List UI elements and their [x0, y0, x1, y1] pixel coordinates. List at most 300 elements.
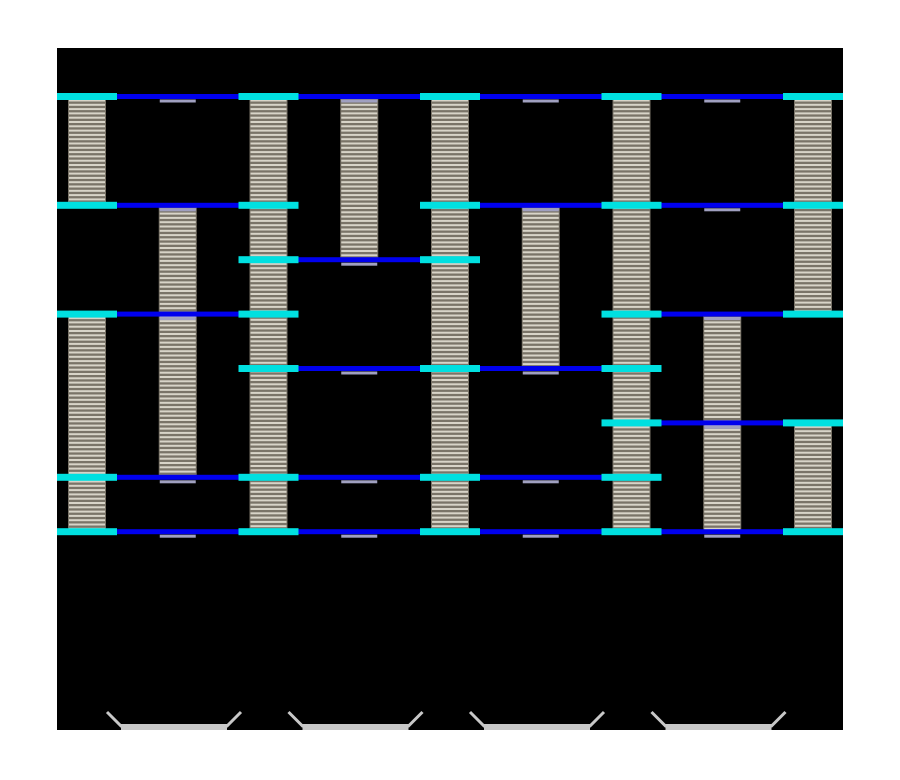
ladder-rung [704, 343, 740, 345]
ladder-rung [69, 186, 105, 188]
ladder-rung [432, 302, 468, 304]
ladder-rung [614, 469, 650, 471]
ladder-rung [251, 491, 287, 493]
ladder-rung [160, 350, 196, 352]
girder-marker [523, 208, 559, 211]
ladder-rung [432, 332, 468, 334]
ladder-rung [523, 273, 559, 275]
ladder-rung [614, 405, 650, 407]
ladder-rung [341, 190, 377, 192]
ladder-rung [251, 431, 287, 433]
ladder-rung [523, 230, 559, 232]
ladder-rung [69, 493, 105, 495]
ladder-rung [432, 224, 468, 226]
girder-joint [420, 256, 480, 263]
ladder-rung [614, 112, 650, 114]
ladder-rung [614, 276, 650, 278]
ladder-rung [432, 435, 468, 437]
ladder-rung [160, 458, 196, 460]
ladder-rung [432, 401, 468, 403]
ladder-rung [432, 220, 468, 222]
ladder-rung [69, 181, 105, 183]
ladder-rung [614, 383, 650, 385]
ladder-rung [614, 272, 650, 274]
ladder-rung [795, 190, 831, 192]
ladder[interactable] [340, 97, 378, 261]
ladder-rung [523, 213, 559, 215]
ladder-rung [251, 173, 287, 175]
ladder-rung [614, 297, 650, 299]
ladder-rung [432, 147, 468, 149]
ladder-rung [251, 198, 287, 200]
ladder-rung [704, 352, 740, 354]
ladder-rung [160, 406, 196, 408]
ladder-rung [251, 392, 287, 394]
ladder-rung [341, 173, 377, 175]
ladder-rung [251, 332, 287, 334]
ladder-rung [341, 207, 377, 209]
ladder-rung [69, 438, 105, 440]
ladder[interactable] [68, 314, 106, 532]
ladder-rung [251, 383, 287, 385]
ladder-rung [251, 448, 287, 450]
girder-marker [160, 208, 196, 211]
ladder-rung [432, 276, 468, 278]
ladder-rung [704, 334, 740, 336]
ladder-rung [704, 442, 740, 444]
ladder-rung [69, 164, 105, 166]
ladder-rung [341, 160, 377, 162]
ladder-rung [160, 238, 196, 240]
ladder-rung [614, 336, 650, 338]
ladder-rung [614, 521, 650, 523]
ladder-rung [432, 379, 468, 381]
ladder-rung [251, 272, 287, 274]
ladder-rung [69, 330, 105, 332]
ladder-rung [69, 425, 105, 427]
ladder-rung [614, 117, 650, 119]
ladder-rung [523, 260, 559, 262]
ladder-rung [614, 220, 650, 222]
ladder-rung [432, 186, 468, 188]
girder-joint [420, 528, 480, 535]
ladder-rung [432, 517, 468, 519]
ladder-rung [614, 284, 650, 286]
ladder-rung [251, 168, 287, 170]
ladder-rung [432, 452, 468, 454]
ladder-rung [432, 362, 468, 364]
ladder-rung [341, 216, 377, 218]
ladder-rung [704, 506, 740, 508]
ladder-rung [614, 409, 650, 411]
girder-marker [704, 100, 740, 103]
ladder-rung [432, 216, 468, 218]
ladder-rung [795, 134, 831, 136]
ladder-rung [614, 413, 650, 415]
ladder-rung [614, 121, 650, 123]
ladder-rung [523, 324, 559, 326]
ladder-rung [251, 108, 287, 110]
ladder-rung [251, 125, 287, 127]
ladder-rung [704, 407, 740, 409]
ladder-rung [69, 151, 105, 153]
ladder-rung [432, 482, 468, 484]
ladder-rung [160, 441, 196, 443]
ladder-rung [69, 395, 105, 397]
ladder-rung [614, 358, 650, 360]
ladder-rung [614, 267, 650, 269]
ladder-rung [795, 443, 831, 445]
ladder-rung [795, 147, 831, 149]
ladder-rung [432, 164, 468, 166]
ladder-rung [795, 155, 831, 157]
collector-tray-base [121, 724, 227, 730]
ladder-rung [795, 486, 831, 488]
ladder-rung [795, 198, 831, 200]
ladder-rung [523, 221, 559, 223]
ladder-rung [704, 386, 740, 388]
ladder-rung [160, 359, 196, 361]
ladder-rung [69, 155, 105, 157]
ladder-rung [704, 390, 740, 392]
ladder-rung [251, 190, 287, 192]
ladder-rung [251, 388, 287, 390]
ladder-rung [795, 224, 831, 226]
ladder-rung [432, 306, 468, 308]
ladder-rung [251, 375, 287, 377]
ladder-rung [795, 211, 831, 213]
ladder-rung [251, 401, 287, 403]
ladder-rung [251, 237, 287, 239]
ladder-rung [523, 299, 559, 301]
ladder-rung [704, 326, 740, 328]
ladder-rung [614, 155, 650, 157]
girder-marker [523, 100, 559, 103]
ladder-rung [341, 194, 377, 196]
ladder-rung [795, 525, 831, 527]
ladder[interactable] [431, 97, 469, 532]
ladder-rung [704, 485, 740, 487]
ladder-rung [432, 284, 468, 286]
ladder-rung [432, 112, 468, 114]
ladder-rung [432, 383, 468, 385]
ladder-rung [432, 211, 468, 213]
ladder-rung [432, 336, 468, 338]
ladder-rung [160, 445, 196, 447]
ladder-rung [432, 431, 468, 433]
ladder-rung [432, 241, 468, 243]
ladder-rung [614, 190, 650, 192]
ladder-rung [614, 216, 650, 218]
ladder-rung [614, 168, 650, 170]
ladder-rung [614, 211, 650, 213]
ladder-rung [432, 250, 468, 252]
ladder-rung [160, 286, 196, 288]
ladder-rung [614, 340, 650, 342]
girder-marker [341, 535, 377, 538]
ladder-rung [251, 254, 287, 256]
ladder-rung [614, 345, 650, 347]
ladder-rung [341, 130, 377, 132]
ladder-rung [69, 506, 105, 508]
ladder-rung [432, 409, 468, 411]
ladder-rung [69, 198, 105, 200]
ladder-rung [69, 194, 105, 196]
ladder-rung [69, 407, 105, 409]
ladder-rung [523, 333, 559, 335]
ladder-rung [69, 403, 105, 405]
girder-joint [602, 311, 662, 318]
ladder-rung [432, 130, 468, 132]
ladder-rung [160, 247, 196, 249]
ladder-rung [432, 280, 468, 282]
ladder-rung [795, 289, 831, 291]
ladder-rung [614, 293, 650, 295]
ladder-rung [614, 259, 650, 261]
ladder-rung [614, 151, 650, 153]
ladder-rung [251, 435, 287, 437]
ladder-rung [795, 151, 831, 153]
ladder-rung [251, 160, 287, 162]
ladder-rung [795, 237, 831, 239]
girder-joint [420, 93, 480, 100]
ladder-rung [795, 173, 831, 175]
girder-marker [160, 100, 196, 103]
ladder-rung [69, 190, 105, 192]
ladder-rung [251, 181, 287, 183]
ladder-rung [432, 499, 468, 501]
ladder-rung [432, 233, 468, 235]
ladder-rung [704, 519, 740, 521]
ladder-rung [704, 433, 740, 435]
ladder-rung [614, 379, 650, 381]
ladder-rung [69, 168, 105, 170]
ladder-rung [69, 134, 105, 136]
ladder-rung [704, 360, 740, 362]
ladder-rung [341, 229, 377, 231]
ladder-rung [795, 186, 831, 188]
ladder-rung [523, 217, 559, 219]
ladder-rung [160, 324, 196, 326]
ladder-rung [341, 186, 377, 188]
ladder-rung [614, 134, 650, 136]
ladder-rung [432, 349, 468, 351]
board-canvas[interactable] [57, 48, 843, 730]
ladder-rung [251, 504, 287, 506]
ladder-rung [160, 264, 196, 266]
ladder-rung [614, 198, 650, 200]
ladder-rung [704, 382, 740, 384]
ladder-rung [160, 226, 196, 228]
ladder-rung [614, 327, 650, 329]
ladder-rung [251, 216, 287, 218]
ladder-rung [704, 459, 740, 461]
ladder-rung [251, 461, 287, 463]
ladder-rung [614, 194, 650, 196]
ladder-rung [432, 198, 468, 200]
ladder-rung [704, 511, 740, 513]
ladder-rung [432, 181, 468, 183]
ladder-rung [704, 339, 740, 341]
ladder-rung [795, 430, 831, 432]
ladder-rung [432, 194, 468, 196]
ladder-rung [795, 250, 831, 252]
ladder-rung [160, 385, 196, 387]
ladder-rung [341, 134, 377, 136]
ladder-rung [432, 340, 468, 342]
ladder-rung [69, 390, 105, 392]
ladder-rung [795, 220, 831, 222]
ladder-rung [160, 415, 196, 417]
ladder-rung [251, 246, 287, 248]
ladder-rung [432, 345, 468, 347]
ladder-rung [432, 392, 468, 394]
ladder-rung [341, 203, 377, 205]
ladder-rung [432, 491, 468, 493]
ladder-rung [795, 521, 831, 523]
ladder-rung [69, 433, 105, 435]
collector-tray-base [484, 724, 590, 730]
ladder-rung [795, 194, 831, 196]
ladder-rung [251, 289, 287, 291]
ladder-rung [795, 490, 831, 492]
ladder-rung [795, 246, 831, 248]
ladder-rung [251, 482, 287, 484]
ladder-rung [160, 269, 196, 271]
ladder-rung [251, 134, 287, 136]
girder-joint [783, 311, 843, 318]
ladder-rung [251, 293, 287, 295]
ladder-rung [795, 302, 831, 304]
ladder-rung [704, 399, 740, 401]
girder-marker [704, 535, 740, 538]
ladder-rung [795, 447, 831, 449]
ladder-rung [432, 418, 468, 420]
ladder[interactable] [159, 205, 197, 477]
ladder-rung [795, 112, 831, 114]
ladder-rung [251, 353, 287, 355]
ladder-rung [160, 462, 196, 464]
ladder-rung [614, 431, 650, 433]
girder-marker [704, 426, 740, 429]
ladder-rung [795, 241, 831, 243]
ladder-rung [795, 293, 831, 295]
ladder-rung [160, 376, 196, 378]
game-board[interactable] [57, 48, 843, 730]
ladder-rung [251, 138, 287, 140]
ladder-rung [69, 442, 105, 444]
ladder-rung [795, 469, 831, 471]
ladder-rung [432, 138, 468, 140]
ladder-rung [160, 367, 196, 369]
ladder-rung [251, 444, 287, 446]
ladder-rung [432, 104, 468, 106]
ladder[interactable] [68, 97, 106, 206]
ladder-rung [795, 473, 831, 475]
ladder-rung [69, 416, 105, 418]
ladder-rung [795, 160, 831, 162]
ladder-rung [69, 177, 105, 179]
ladder-rung [614, 482, 650, 484]
ladder-rung [704, 412, 740, 414]
ladder-rung [69, 369, 105, 371]
ladder-rung [69, 450, 105, 452]
ladder-rung [69, 463, 105, 465]
ladder-rung [69, 104, 105, 106]
girder-joint [239, 474, 299, 481]
ladder-rung [432, 521, 468, 523]
ladder-rung [69, 382, 105, 384]
girder-marker [341, 100, 377, 103]
ladder-rung [795, 512, 831, 514]
ladder-rung [614, 160, 650, 162]
ladder-rung [69, 446, 105, 448]
girder-joint [420, 474, 480, 481]
ladder-rung [614, 499, 650, 501]
ladder-rung [432, 254, 468, 256]
ladder-rung [614, 332, 650, 334]
ladder-rung [251, 211, 287, 213]
ladder-rung [69, 326, 105, 328]
ladder-rung [251, 469, 287, 471]
ladder-rung [160, 299, 196, 301]
ladder-rung [432, 237, 468, 239]
ladder-rung [251, 422, 287, 424]
ladder-rung [69, 373, 105, 375]
ladder-rung [160, 260, 196, 262]
ladder-rung [251, 143, 287, 145]
ladder-rung [432, 177, 468, 179]
ladder-rung [160, 251, 196, 253]
ladder-rung [251, 194, 287, 196]
ladder-rung [795, 143, 831, 145]
ladder-rung [432, 396, 468, 398]
ladder-rung [341, 250, 377, 252]
ladder-rung [251, 284, 287, 286]
ladder-rung [69, 489, 105, 491]
ladder-rung [432, 469, 468, 471]
ladder-rung [341, 237, 377, 239]
ladder-rung [69, 339, 105, 341]
girder-joint [602, 528, 662, 535]
ladder-rung [614, 353, 650, 355]
ladder-rung [704, 476, 740, 478]
ladder-rung [795, 482, 831, 484]
ladder-rung [614, 444, 650, 446]
ladder-rung [69, 472, 105, 474]
ladder-rung [614, 289, 650, 291]
ladder-rung [251, 327, 287, 329]
ladder-rung [251, 306, 287, 308]
ladder-rung [795, 478, 831, 480]
ladder-rung [69, 485, 105, 487]
ladder-rung [614, 525, 650, 527]
ladder-rung [795, 508, 831, 510]
ladder-rung [341, 198, 377, 200]
ladder-rung [251, 297, 287, 299]
ladder-rung [432, 315, 468, 317]
ladder-rung [704, 463, 740, 465]
ladder-rung [251, 508, 287, 510]
ladder-rung [69, 112, 105, 114]
ladder[interactable] [794, 423, 832, 532]
girder-marker [160, 480, 196, 483]
ladder[interactable] [522, 205, 560, 369]
ladder-rung [523, 337, 559, 339]
ladder-rung [614, 254, 650, 256]
ladder-rung [614, 130, 650, 132]
ladder-rung [69, 459, 105, 461]
